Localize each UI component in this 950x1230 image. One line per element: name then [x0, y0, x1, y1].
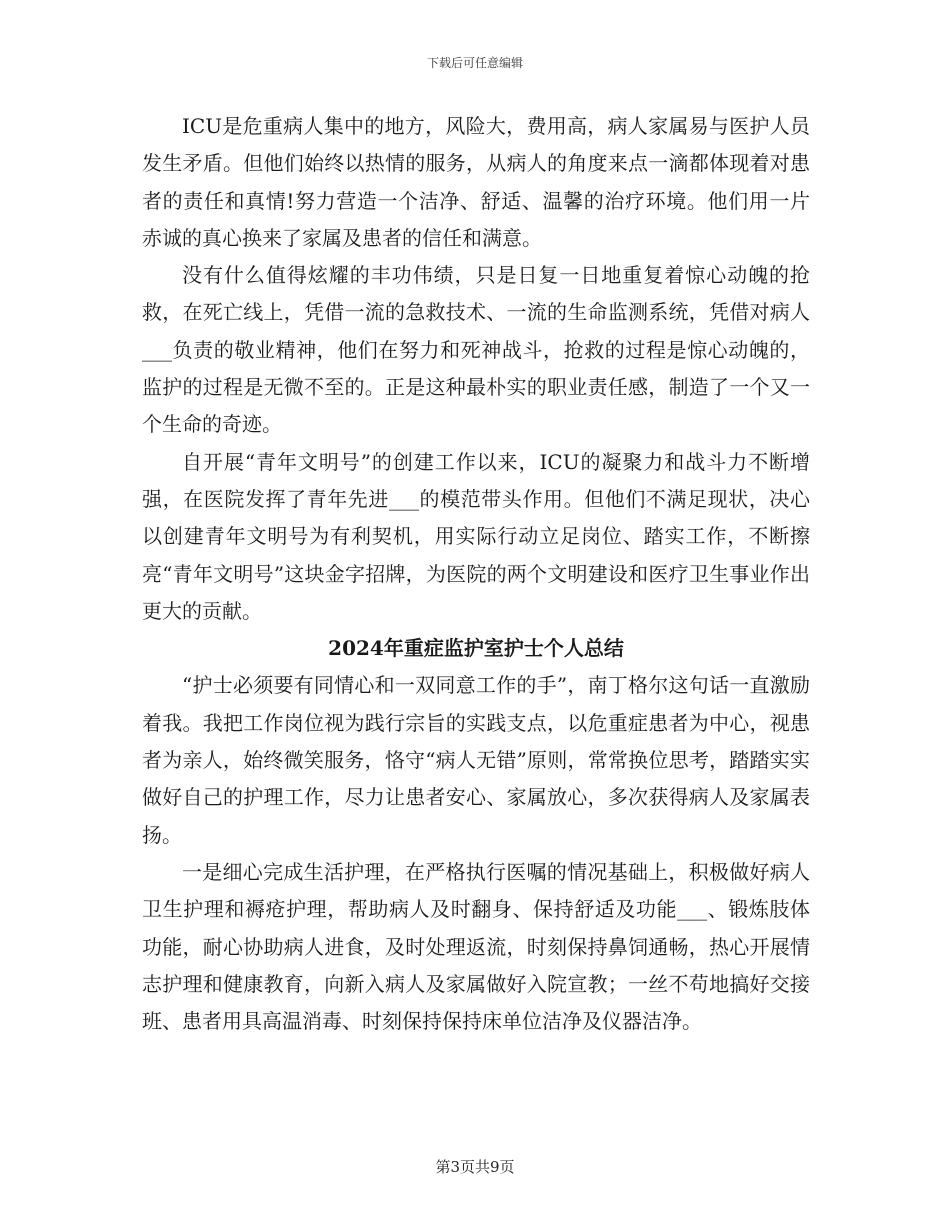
paragraph-icu-intro: ICU是危重病人集中的地方，风险大，费用高，病人家属易与医护人员发生矛盾。但他们始终以热情的服务，从病人的角度来点一滴都体现着对患者的责任和真情!努力营造一个洁净、舒适、温馨的治疗环境。他们用一片赤诚的真心换来了家属及患者的信任和满意。 — [142, 114, 810, 250]
page-footer-number: 第3页共9页 — [435, 1158, 515, 1176]
section-title: 2024年重症监护室护士个人总结 — [328, 636, 624, 661]
document-body — [142, 108, 810, 1040]
paragraph-life-care: 一是细心完成生活护理，在严格执行医嘱的情况基础上，积极做好病人卫生护理和褥疮护理，帮助病人及时翻身、保持舒适及功能___、锻炼肢体功能，耐心协助病人进食，及时处理返流，时刻保持鼻饲通畅，热心开展情志护理和健康教育，向新入病人及家属做好入院宣教；一丝不苟地搞好交接班、患者用具高温消毒、时刻保持保持床单位洁净及仪器洁净。 — [142, 859, 810, 1034]
paragraph-rescue-work: 没有什么值得炫耀的丰功伟绩，只是日复一日地重复着惊心动魄的抢救，在死亡线上，凭借一流的急救技术、一流的生命监测系统，凭借对病人___负责的敬业精神，他们在努力和死神战斗，抢救的过程是惊心动魄的，监护的过程是无微不至的。正是这种最朴实的职业责任感，制造了一个又一个生命的奇迹。 — [142, 263, 810, 437]
paragraph-youth-civilization: 自开展“青年文明号”的创建工作以来，ICU的凝聚力和战斗力不断增强，在医院发挥了青年先进___的模范带头作用。但他们不满足现状，决心以创建青年文明号为有利契机，用实际行动立足岗位、踏实工作，不断擦亮“青年文明号”这块金字招牌，为医院的两个文明建设和医疗卫生事业作出更大的贡献。 — [142, 449, 810, 623]
paragraph-nightingale: “护士必须要有同情心和一双同意工作的手”，南丁格尔这句话一直激励着我。我把工作岗位视为践行宗旨的实践支点，以危重症患者为中心，视患者为亲人，始终微笑服务，恪守“病人无错”原则，常常换位思考，踏踏实实做好自己的护理工作，尽力让患者安心、家属放心，多次获得病人及家属表扬。 — [142, 673, 810, 847]
page-header-note: 下载后可任意编辑 — [426, 56, 523, 70]
